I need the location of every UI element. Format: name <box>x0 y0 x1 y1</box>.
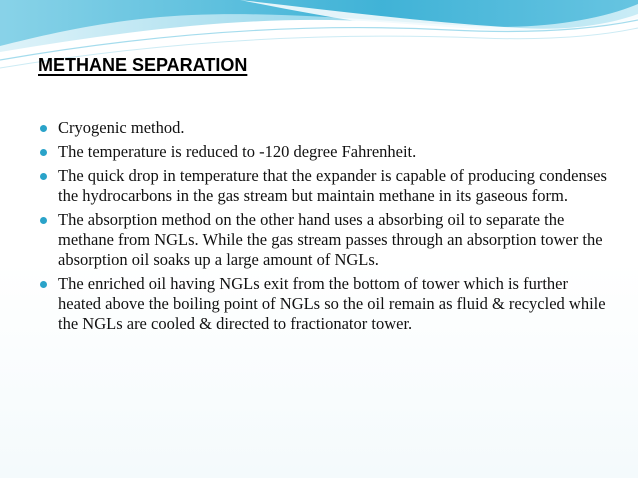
bullet-item-expander <box>40 166 615 206</box>
bullet-dot-icon <box>40 125 47 132</box>
bullet-item-cryogenic <box>40 118 615 138</box>
bullet-item-temperature <box>40 142 615 162</box>
slide-title: METHANE SEPARATION <box>38 55 248 75</box>
bullet-dot-icon <box>40 281 47 288</box>
bullet-list <box>40 118 615 338</box>
bullet-dot-icon <box>40 149 47 156</box>
bullet-text: The enriched oil having NGLs exit from the bottom of tower which is further heated above the boiling point of NGLs so the oil remain as fluid & recycled while the NGLs are cooled & directed to fractionator tower. <box>58 274 606 333</box>
bullet-text: The temperature is reduced to -120 degree Fahrenheit. <box>58 142 417 161</box>
bullet-dot-icon <box>40 173 47 180</box>
bullet-item-absorption <box>40 210 615 270</box>
bullet-item-enriched-oil <box>40 274 615 334</box>
bullet-dot-icon <box>40 217 47 224</box>
bullet-text: The quick drop in temperature that the expander is capable of producing condenses the hydrocarbons in the gas stream but maintain methane in its gaseous form. <box>58 166 607 205</box>
bullet-text: The absorption method on the other hand uses a absorbing oil to separate the methane from NGLs. While the gas stream passes through an absorption tower the absorption oil soaks up a large amount of NGLs. <box>58 210 603 269</box>
wave-band-main <box>0 0 638 46</box>
bullet-text: Cryogenic method. <box>58 118 185 137</box>
